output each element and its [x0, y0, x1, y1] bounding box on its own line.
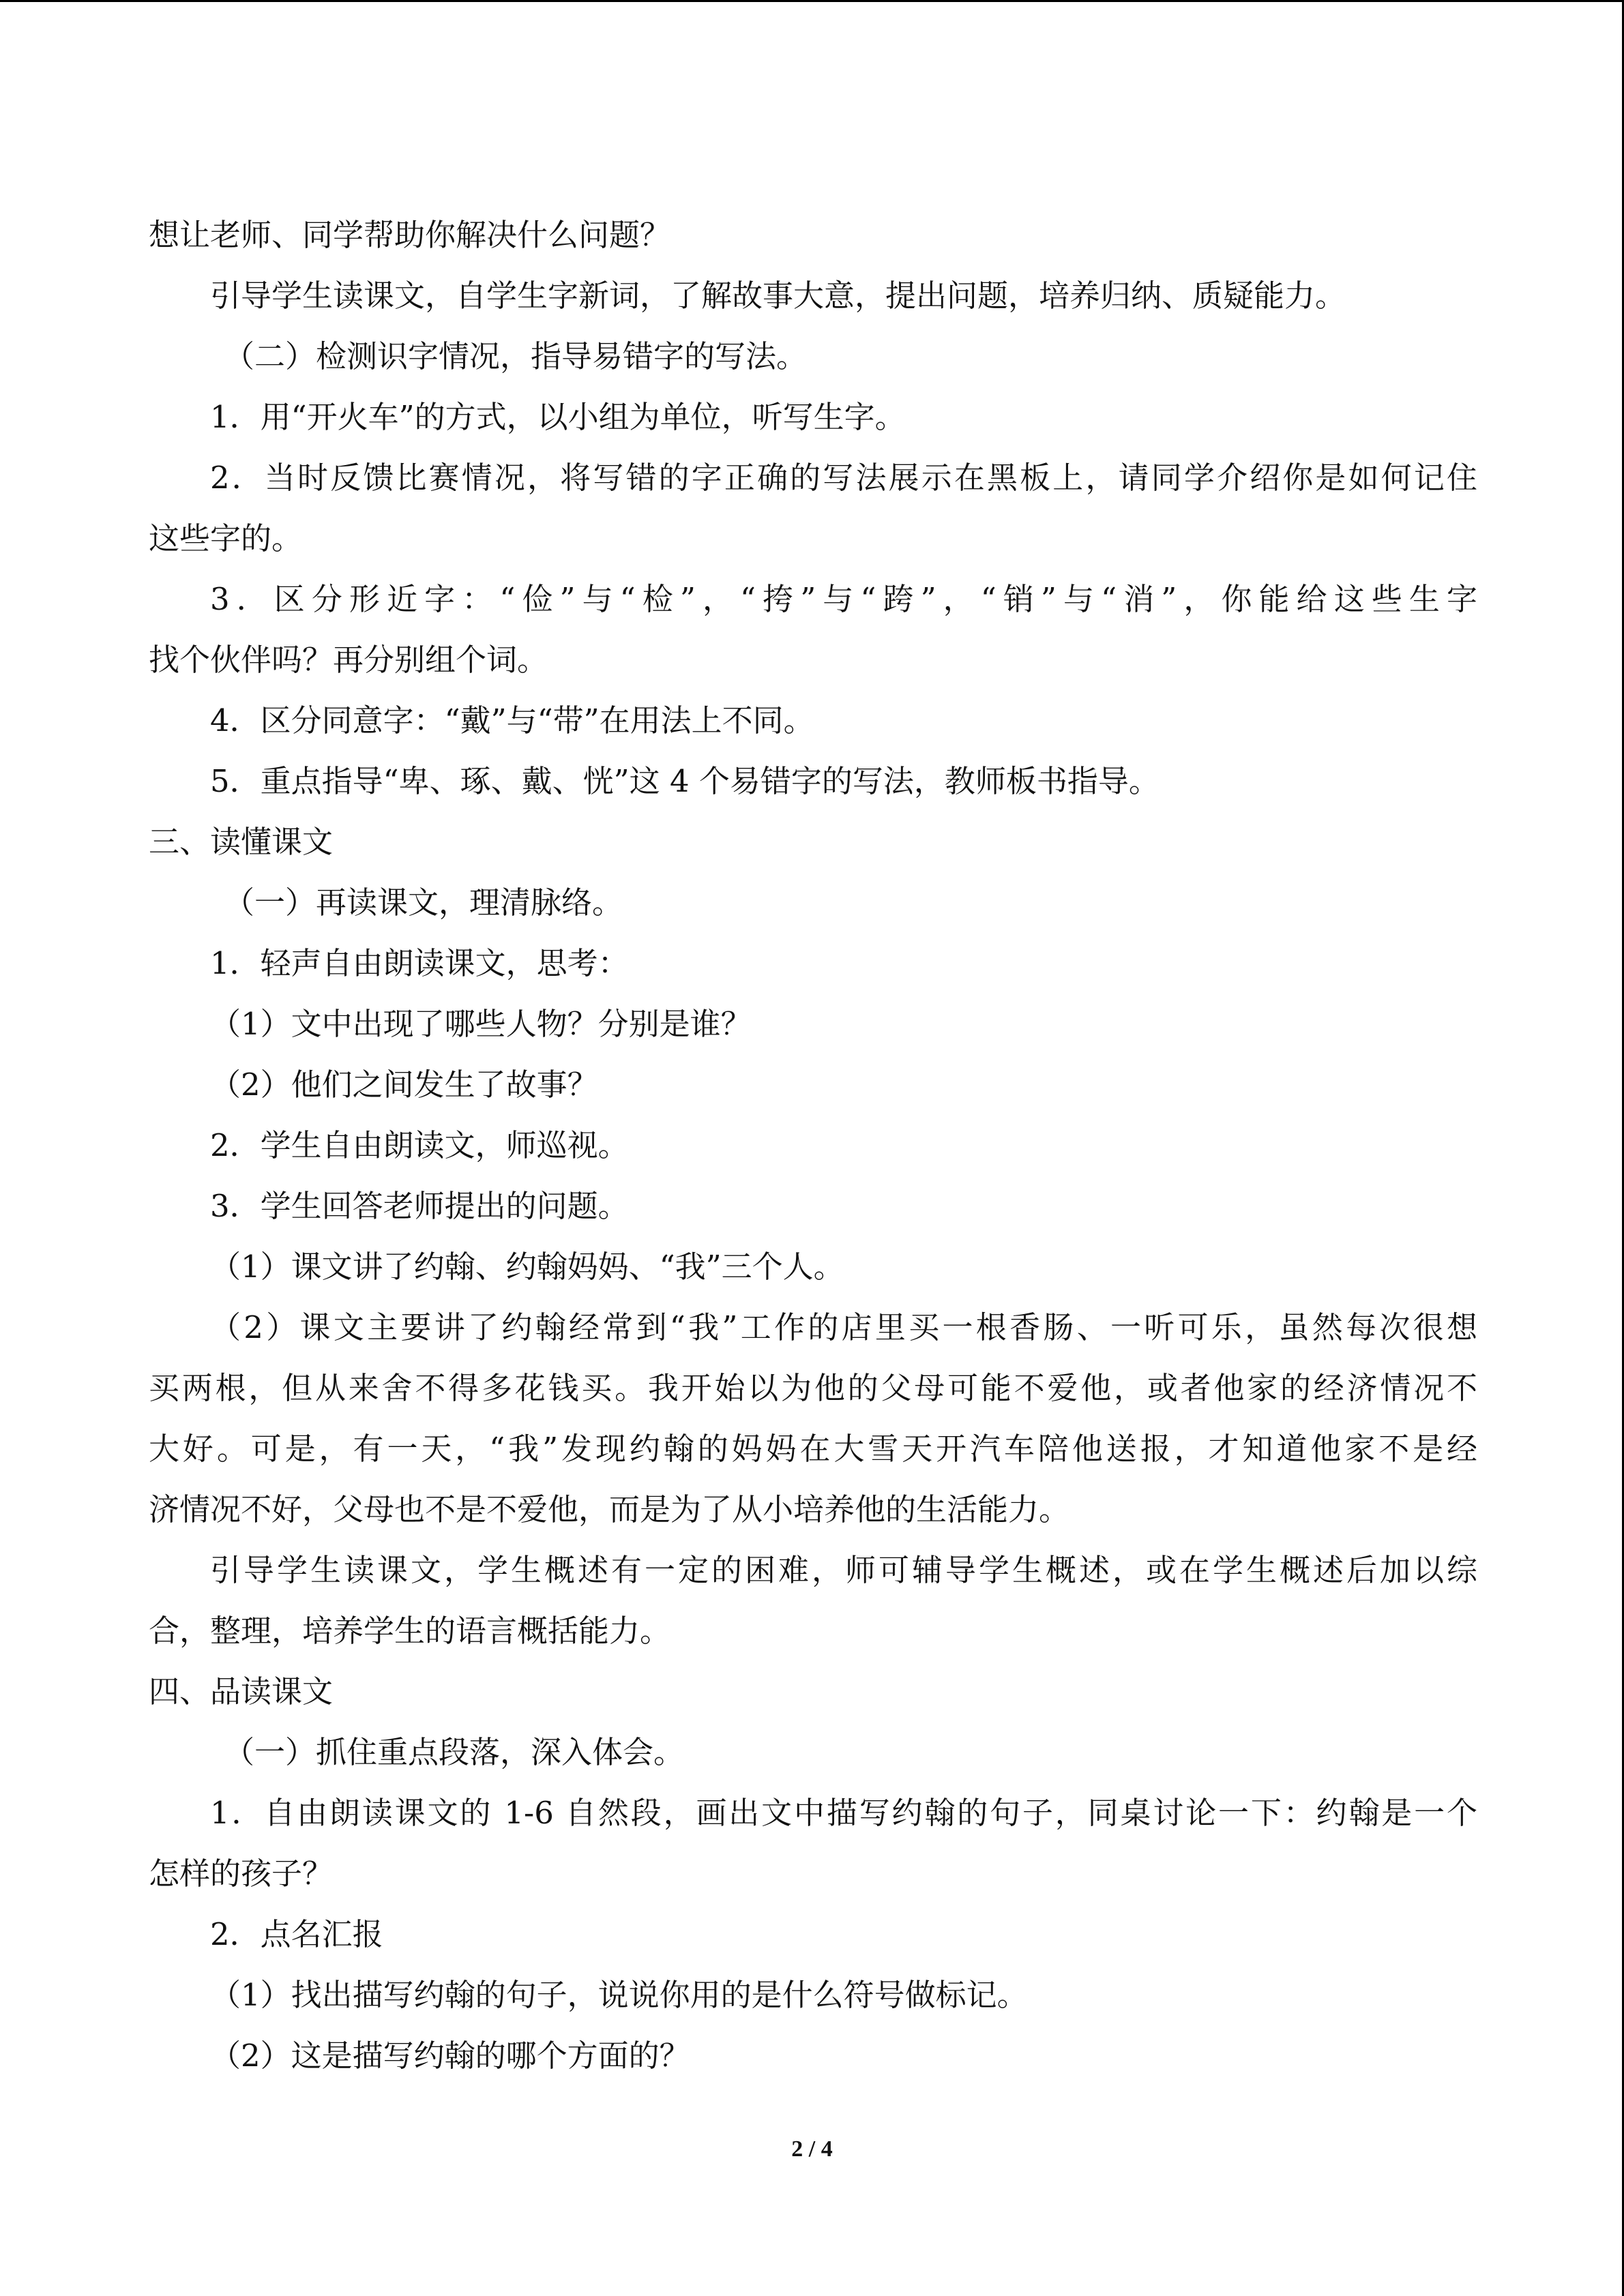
text-line: 5．重点指导“卑、琢、戴、恍”这 4 个易错字的写法，教师板书指导。: [210, 763, 1160, 799]
text-line: 这些字的。: [149, 520, 303, 556]
text-line: 大好。可是，有一天，“我”发现约翰的妈妈在大雪天开汽车陪他送报，才知道他家不是经: [149, 1431, 1477, 1467]
text-line: 买两根，但从来舍不得多花钱买。我开始以为他的父母可能不爱他，或者他家的经济情况不: [149, 1370, 1477, 1406]
text-line: （1）文中出现了哪些人物？分别是谁？: [210, 1006, 752, 1042]
text-line: 引导学生读课文，学生概述有一定的困难，师可辅导学生概述，或在学生概述后加以综: [210, 1552, 1477, 1588]
text-line: 4．区分同意字：“戴”与“带”在用法上不同。: [210, 702, 814, 739]
text-line: （2）他们之间发生了故事？: [210, 1067, 598, 1103]
text-line: 3．学生回答老师提出的问题。: [210, 1188, 629, 1224]
page-number: 2 / 4: [791, 2136, 833, 2162]
text-line: 1．用“开火车”的方式，以小组为单位，听写生字。: [210, 399, 906, 435]
text-line: 怎样的孩子？: [149, 1855, 334, 1892]
text-line: （1）课文讲了约翰、约翰妈妈、“我”三个人。: [210, 1249, 844, 1285]
text-line: 引导学生读课文，自学生字新词，了解故事大意，提出问题，培养归纳、质疑能力。: [210, 278, 1346, 314]
section-heading: 三、读懂课文: [149, 824, 334, 860]
text-line: 济情况不好，父母也不是不爱他，而是为了从小培养他的生活能力。: [149, 1491, 1070, 1527]
text-line: 2．学生自由朗读文，师巡视。: [210, 1127, 629, 1163]
text-line: 2．当时反馈比赛情况，将写错的字正确的写法展示在黑板上，请同学介绍你是如何记住: [210, 460, 1477, 496]
section-heading: 四、品读课文: [149, 1673, 334, 1710]
text-line: 想让老师、同学帮助你解决什么问题？: [149, 217, 671, 253]
text-line: 2．点名汇报: [210, 1916, 383, 1952]
text-line: 1．轻声自由朗读课文，思考：: [210, 945, 629, 981]
text-line: （2）这是描写约翰的哪个方面的？: [210, 2038, 690, 2074]
text-line: 找个伙伴吗？再分别组个词。: [149, 642, 548, 678]
document-body: [149, 205, 1477, 2086]
text-line: （2）课文主要讲了约翰经常到“我”工作的店里买一根香肠、一听可乐，虽然每次很想: [210, 1309, 1477, 1345]
section-subheading: （一）再读课文，理清脉络。: [224, 884, 623, 921]
text-line: （1）找出描写约翰的句子，说说你用的是什么符号做标记。: [210, 1977, 1028, 2013]
page-top-border: [0, 0, 1624, 2]
text-line: 合，整理，培养学生的语言概括能力。: [149, 1613, 671, 1649]
text-line: 1．自由朗读课文的 1-6 自然段，画出文中描写约翰的句子，同桌讨论一下：约翰是一个: [210, 1795, 1477, 1831]
text-line: 3．区分形近字：“俭”与“检”，“挎”与“跨”，“销”与“消”，你能给这些生字: [210, 581, 1477, 617]
section-subheading: （一）抓住重点段落，深入体会。: [224, 1734, 685, 1770]
section-subheading: （二）检测识字情况，指导易错字的写法。: [224, 338, 808, 374]
